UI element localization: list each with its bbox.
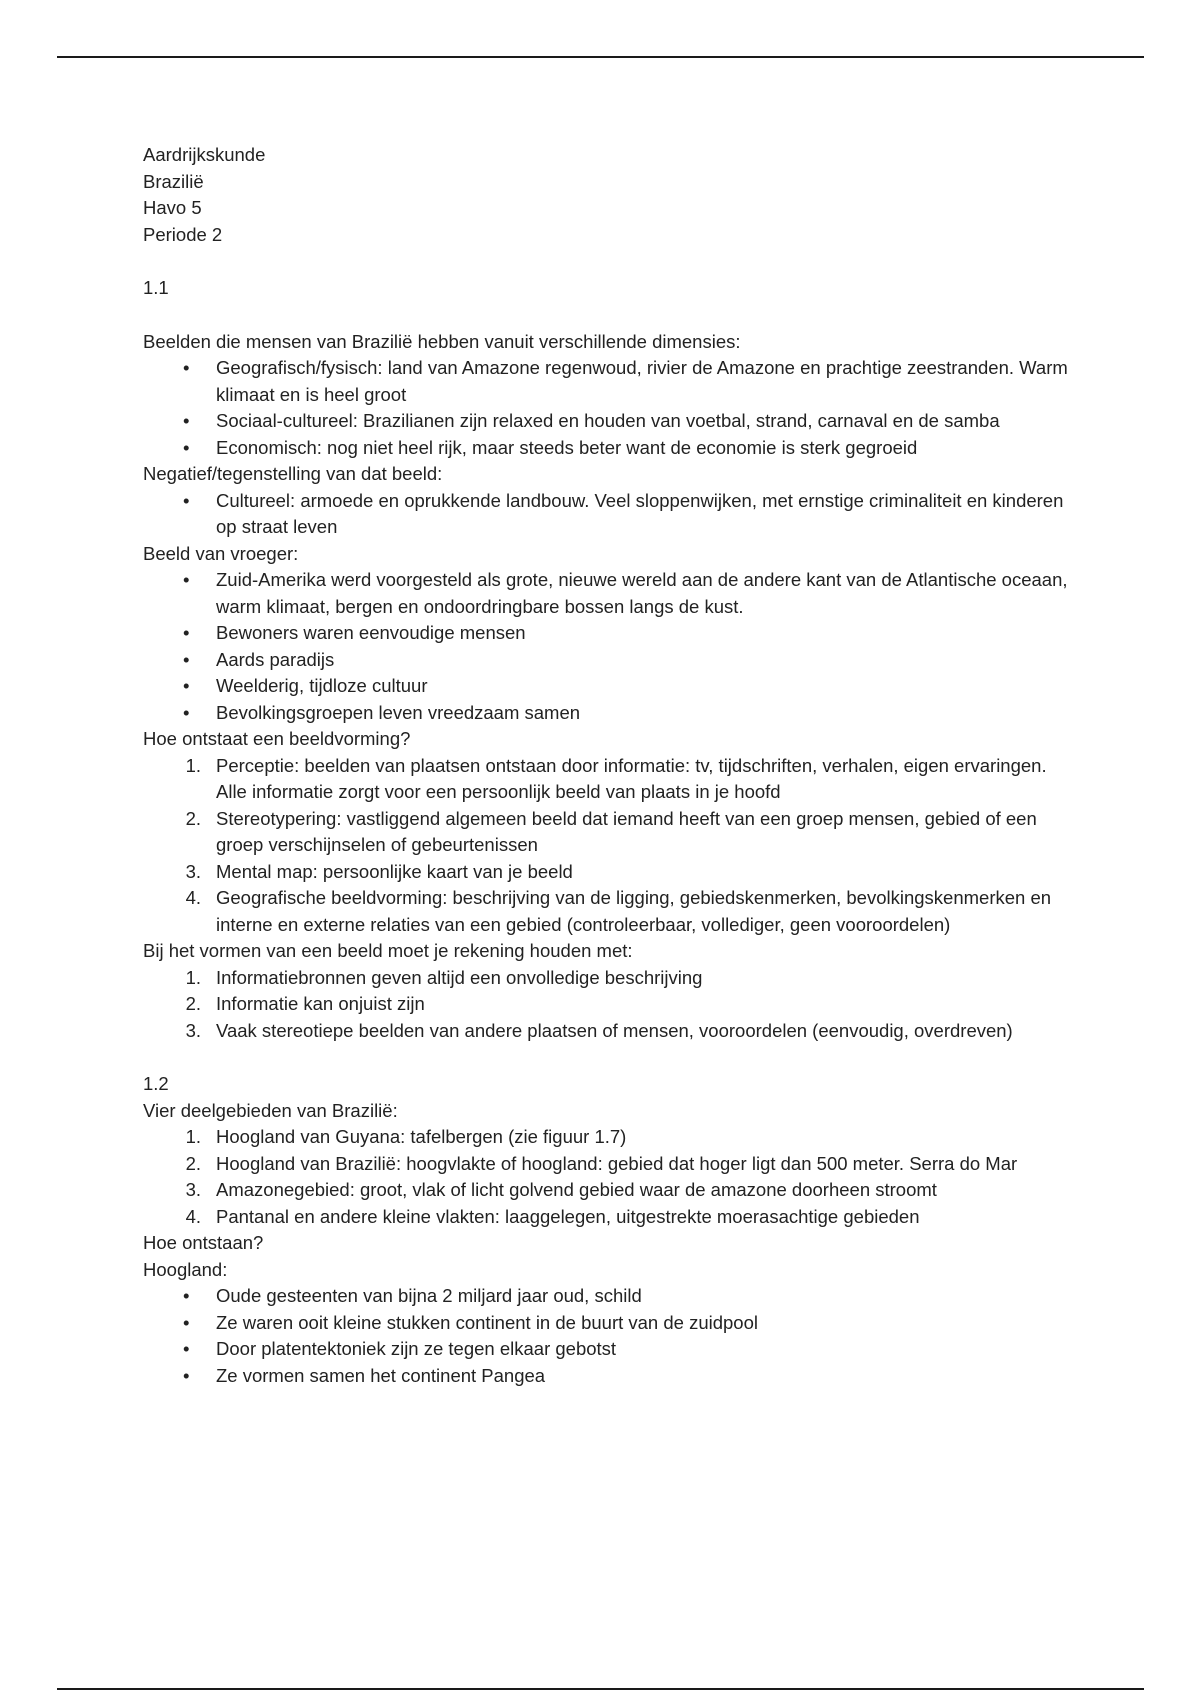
list-item: • Ze waren ooit kleine stukken continent in de buurt van de zuidpool [143, 1310, 1073, 1337]
bullet-marker: • [183, 436, 190, 458]
list-item: • Geografisch/fysisch: land van Amazone regenwoud, rivier de Amazone en prachtige zeestranden. Warm klimaat en is heel groot [183, 357, 1068, 405]
number-marker: 1. [185, 754, 201, 776]
number-marker: 2. [185, 807, 201, 829]
list-item: 2. Informatie kan onjuist zijn [143, 991, 1073, 1018]
list-item: • Economisch: nog niet heel rijk, maar steeds beter want de economie is sterk gegroeid [143, 435, 1073, 462]
bullet-marker: • [183, 1364, 190, 1386]
list-item: • Bevolkingsgroepen leven vreedzaam samen [143, 700, 1073, 727]
bullet-marker: • [183, 1311, 190, 1333]
footer-rule [57, 1688, 1144, 1690]
list-item: 4. Pantanal en andere kleine vlakten: laaggelegen, uitgestrekte moerasachtige gebieden [143, 1204, 1073, 1231]
regions-heading: Vier deelgebieden van Brazilië: [143, 1099, 398, 1121]
number-marker: 1. [185, 966, 201, 988]
number-marker: 2. [185, 1152, 201, 1174]
list-item: • Weelderig, tijdloze cultuur [143, 673, 1073, 700]
number-marker: 1. [185, 1126, 201, 1147]
bullet-marker: • [183, 357, 190, 378]
document-body [143, 142, 1073, 1389]
header-rule [57, 56, 1144, 58]
list-item: • Door platentektoniek zijn ze tegen elkaar gebotst [143, 1336, 1073, 1363]
list-item: 3. Amazonegebied: groot, vlak of licht golvend gebied waar de amazone doorheen stroomt [143, 1177, 1073, 1204]
list-item: 1. Hoogland van Guyana: tafelbergen (zie figuur 1.7) [143, 1124, 1073, 1151]
list-item: • Zuid-Amerika werd voorgesteld als grote, nieuwe wereld aan de andere kant van de Atlantische oceaan, warm klimaat, bergen en ondoordringbare bossen langs de kust. [183, 569, 1068, 617]
past-list [143, 567, 1073, 726]
section-heading-1-1: 1.1 [143, 277, 169, 298]
list-item: • Cultureel: armoede en oprukkende landbouw. Veel sloppenwijken, met ernstige criminaliteit en kinderen op straat leven [183, 489, 1064, 537]
list-item: 2. Stereotypering: vastliggend algemeen beeld dat iemand heeft van een groep mensen, gebied of een groep verschijnselen of gebeurtenissen [143, 806, 1073, 859]
list-item: • Sociaal-cultureel: Brazilianen zijn relaxed en houden van voetbal, strand, carnaval en de samba [143, 408, 1073, 435]
list-item: • Oude gesteenten van bijna 2 miljard jaar oud, schild [143, 1283, 1073, 1310]
number-marker: 4. [185, 1205, 201, 1227]
bullet-marker: • [183, 701, 190, 723]
regions-list [143, 1124, 1073, 1230]
period-label: Periode 2 [143, 223, 223, 245]
number-marker: 4. [185, 887, 201, 908]
list-item: 3. Mental map: persoonlijke kaart van je beeld [143, 859, 1073, 886]
section-heading-1-2: 1.2 [143, 1073, 169, 1094]
number-marker: 3. [185, 1019, 201, 1041]
list-item: 3. Vaak stereotiepe beelden van andere plaatsen of mensen, vooroordelen (eenvoudig, overdreven) [143, 1018, 1073, 1045]
number-marker: 2. [185, 993, 201, 1014]
formation-list [143, 753, 1073, 939]
bullet-marker: • [183, 1285, 190, 1306]
bullet-marker: • [183, 1338, 190, 1359]
list-item: 2. Hoogland van Brazilië: hoogvlakte of hoogland: gebied dat hoger ligt dan 500 meter. Serra do Mar [143, 1151, 1073, 1178]
bullet-marker: • [183, 648, 190, 670]
list-item: 4. Geografische beeldvorming: beschrijving van de ligging, gebiedskenmerken, bevolkingskenmerken en interne en externe relaties van een gebied (controleerbaar, vollediger, geen vooroordelen) [143, 885, 1073, 938]
formation-heading: Hoe ontstaat een beeldvorming? [143, 728, 411, 749]
level-label: Havo 5 [143, 197, 202, 218]
negative-heading: Negatief/tegenstelling van dat beeld: [143, 463, 443, 484]
highland-heading: Hoogland: [143, 1258, 228, 1280]
bullet-marker: • [183, 410, 190, 431]
origin-heading: Hoe ontstaan? [143, 1232, 264, 1253]
negative-list [143, 488, 1073, 541]
list-item: 1. Informatiebronnen geven altijd een onvolledige beschrijving [143, 965, 1073, 992]
bullet-marker: • [183, 675, 190, 696]
list-item: 1. Perceptie: beelden van plaatsen ontstaan door informatie: tv, tijdschriften, verhalen, eigen ervaringen. Alle informatie zorgt voor een persoonlijk beeld van plaats in je hoofd [143, 753, 1073, 806]
number-marker: 3. [185, 860, 201, 882]
past-heading: Beeld van vroeger: [143, 542, 299, 564]
list-item: • Aards paradijs [143, 647, 1073, 674]
bullet-marker: • [183, 622, 190, 643]
subject-title: Aardrijkskunde [143, 144, 266, 165]
dimensions-list [143, 355, 1073, 461]
dimensions-intro: Beelden die mensen van Brazilië hebben vanuit verschillende dimensies: [143, 330, 741, 352]
consider-heading: Bij het vormen van een beeld moet je rekening houden met: [143, 940, 633, 961]
topic-title: Brazilië [143, 170, 204, 192]
consider-list [143, 965, 1073, 1045]
bullet-marker: • [183, 489, 190, 511]
list-item: • Ze vormen samen het continent Pangea [143, 1363, 1073, 1390]
number-marker: 3. [185, 1179, 201, 1200]
highland-list [143, 1283, 1073, 1389]
list-item: • Bewoners waren eenvoudige mensen [143, 620, 1073, 647]
bullet-marker: • [183, 569, 190, 590]
